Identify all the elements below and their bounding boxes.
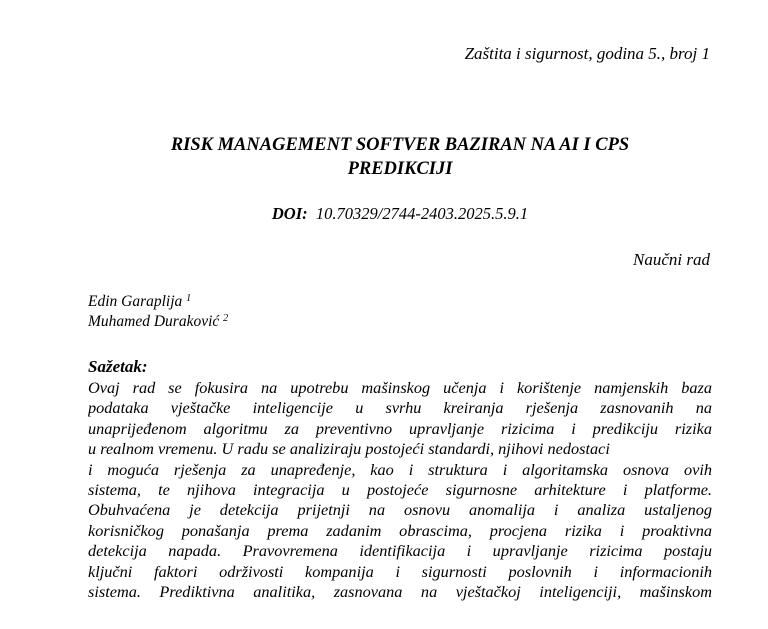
author-name: Edin Garaplija bbox=[88, 293, 183, 310]
abstract-line: Ovaj rad se fokusira na upotrebu mašinskog učenja i korištenje namjenskih baza bbox=[88, 378, 712, 397]
abstract-line: i moguća rješenja za unapređenje, kao i struktura i algoritamska osnova ovih bbox=[88, 459, 712, 479]
abstract-line: podataka vještačke inteligencije u svrhu kreiranja rješenja zasnovanih na bbox=[88, 398, 712, 418]
abstract-line: u realnom vremenu. U radu se analiziraju postojeći standardi, njihovi nedostaci bbox=[88, 439, 610, 459]
abstract-heading: Sažetak: bbox=[88, 357, 148, 376]
author bbox=[88, 292, 228, 312]
abstract-line: sistema, te njihova integracija u postojeće sigurnosne arhitekture i platforme. bbox=[88, 479, 712, 499]
authors bbox=[88, 292, 228, 332]
journal-header: Zaštita i sigurnost, godina 5., broj 1 bbox=[464, 44, 710, 63]
doi-value[interactable]: 10.70329/2744-2403.2025.5.9.1 bbox=[315, 204, 529, 223]
author-affiliation: 1 bbox=[186, 293, 192, 304]
abstract-line: korisničkog ponašanja prema zadanim obrascima, procjena rizika i proaktivna bbox=[88, 520, 712, 540]
abstract-line: sistema. Prediktivna analitika, zasnovana na vještačkoj inteligenciji, mašinskom bbox=[88, 581, 712, 601]
abstract-line: Obuhvaćena je detekcija prijetnji na osnovu anomalija i analiza ustaljenog bbox=[88, 500, 712, 520]
doi-label: DOI: bbox=[271, 204, 308, 223]
doi bbox=[0, 204, 768, 224]
author-name: Muhamed Duraković bbox=[88, 313, 220, 330]
paper-title bbox=[88, 133, 712, 181]
title-line-2: PREDIKCIJI bbox=[347, 159, 453, 179]
abstract-line: unaprijeđenom algoritmu za preventivno upravljanje rizicima i predikciju rizika bbox=[88, 418, 712, 438]
abstract-body bbox=[88, 378, 712, 602]
abstract-line: detekcija napada. Pravovremena identifikacija i upravljanje rizicima postaju bbox=[88, 541, 712, 561]
author-affiliation: 2 bbox=[223, 313, 229, 324]
title-line-1: RISK MANAGEMENT SOFTVER BAZIRAN NA AI I CPS bbox=[170, 135, 630, 155]
abstract-line: ključni faktori održivosti kompanija i sigurnosti poslovnih i informacionih bbox=[88, 561, 712, 581]
author bbox=[88, 312, 228, 332]
paper-type: Naučni rad bbox=[633, 250, 710, 269]
